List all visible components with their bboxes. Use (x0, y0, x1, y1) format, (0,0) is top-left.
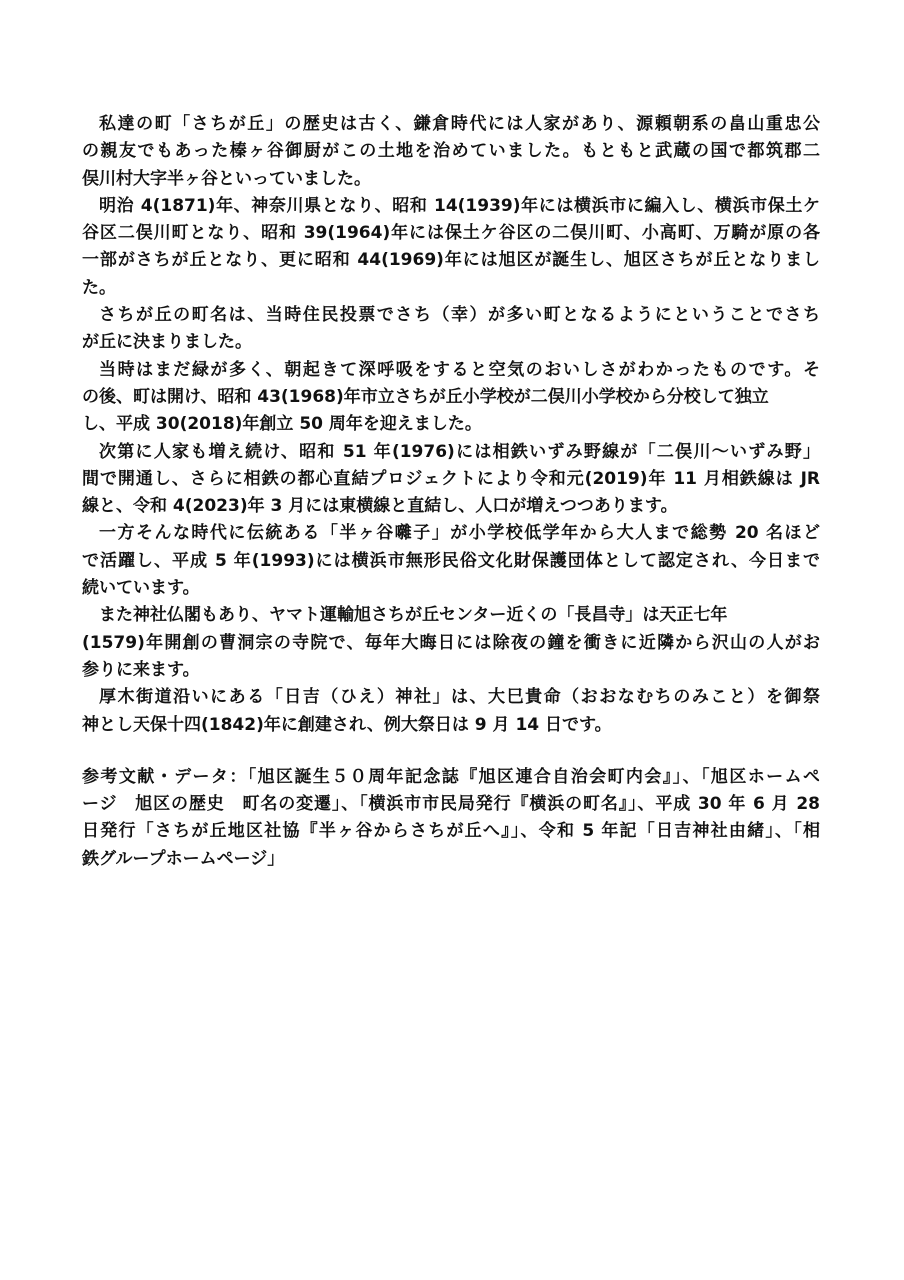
reference-line: 日発行「さちが丘地区社協『半ヶ谷からさちが丘へ』」、令和 5 年記「日吉神社由緒」、「相 (82, 821, 820, 842)
paragraph-shrine (82, 684, 820, 739)
text-line: 明治 4(1871)年、神奈川県となり、昭和 14(1939)年には横浜市に編入し、横浜市保土ケ (99, 195, 820, 216)
text-line: 俣川村大字半ヶ谷といっていました。 (82, 168, 371, 189)
text-line: 当時はまだ緑が多く、朝起きて深呼吸をすると空気のおいしさがわかったものです。そ (99, 359, 820, 380)
paragraph-school (82, 357, 820, 439)
reference-line: ージ 旭区の歴史 町名の変遷」、「横浜市市民局発行『横浜の町名』」、平成 30 年 6 月 28 (82, 794, 820, 815)
text-line: 一方そんな時代に伝統ある「半ヶ谷囃子」が小学校低学年から大人まで総勢 20 名ほど (99, 523, 820, 544)
text-line: た。 (82, 277, 116, 298)
text-line: 谷区二俣川町となり、昭和 39(1964)年には保土ケ谷区の二俣川町、小高町、万騎が原の各 (82, 223, 820, 244)
text-line: で活躍し、平成 5 年(1993)には横浜市無形民俗文化財保護団体として認定され、今日まで (82, 550, 820, 571)
paragraph-temple (82, 602, 820, 684)
document-body (82, 111, 820, 873)
paragraph-administrative-history (82, 193, 820, 302)
text-line: 続いています。 (82, 578, 200, 599)
text-line: 私達の町「さちが丘」の歴史は古く、鎌倉時代には人家があり、源頼朝系の畠山重忠公 (99, 114, 820, 134)
paragraph-railway (82, 439, 820, 521)
text-line: さちが丘の町名は、当時住民投票でさち（幸）が多い町となるようにということでさち (99, 305, 820, 326)
paragraph-history-origin (82, 111, 820, 193)
reference-line: 参考文献・データ：「旭区誕生５０周年記念誌『旭区連合自治会町内会』」、「旭区ホームペ (82, 766, 820, 787)
text-line: の後、町は開け、昭和 43(1968)年市立さちが丘小学校が二俣川小学校から分校して独立 (82, 386, 769, 407)
text-line: が丘に決まりました。 (82, 332, 252, 353)
reference-line: 鉄グループホームページ」 (82, 848, 285, 869)
text-line: し、平成 30(2018)年創立 50 周年を迎えました。 (82, 414, 482, 435)
text-line: 次第に人家も増え続け、昭和 51 年(1976)には相鉄いずみ野線が「二俣川～いずみ野」 (99, 441, 820, 462)
paragraph-town-name (82, 302, 820, 357)
text-line: (1579)年開創の曹洞宗の寺院で、毎年大晦日には除夜の鐘を衝きに近隣から沢山の人がお (82, 632, 820, 653)
paragraph-hayashi (82, 520, 820, 602)
text-line: 間で開通し、さらに相鉄の都心直結プロジェクトにより令和元(2019)年 11 月相鉄線は JR (82, 468, 820, 489)
text-line: 参りに来ます。 (82, 659, 200, 680)
text-line: 一部がさちが丘となり、更に昭和 44(1969)年には旭区が誕生し、旭区さちが丘となりまし (82, 250, 820, 271)
text-line: 神とし天保十四(1842)年に創建され、例大祭日は 9 月 14 日です。 (82, 714, 612, 735)
text-line: 厚木街道沿いにある「日吉（ひえ）神社」は、大巳貴命（おおなむちのみこと）を御祭 (99, 687, 820, 708)
text-line: また神社仏閣もあり、ヤマト運輸旭さちが丘センター近くの「長昌寺」は天正七年 (99, 605, 728, 626)
references-section (82, 764, 820, 873)
text-line: の親友でもあった榛ヶ谷御厨がこの土地を治めていました。もともと武蔵の国で都筑郡二 (82, 141, 820, 162)
text-line: 線と、令和 4(2023)年 3 月には東横線と直結し、人口が増えつつあります。 (82, 496, 678, 517)
